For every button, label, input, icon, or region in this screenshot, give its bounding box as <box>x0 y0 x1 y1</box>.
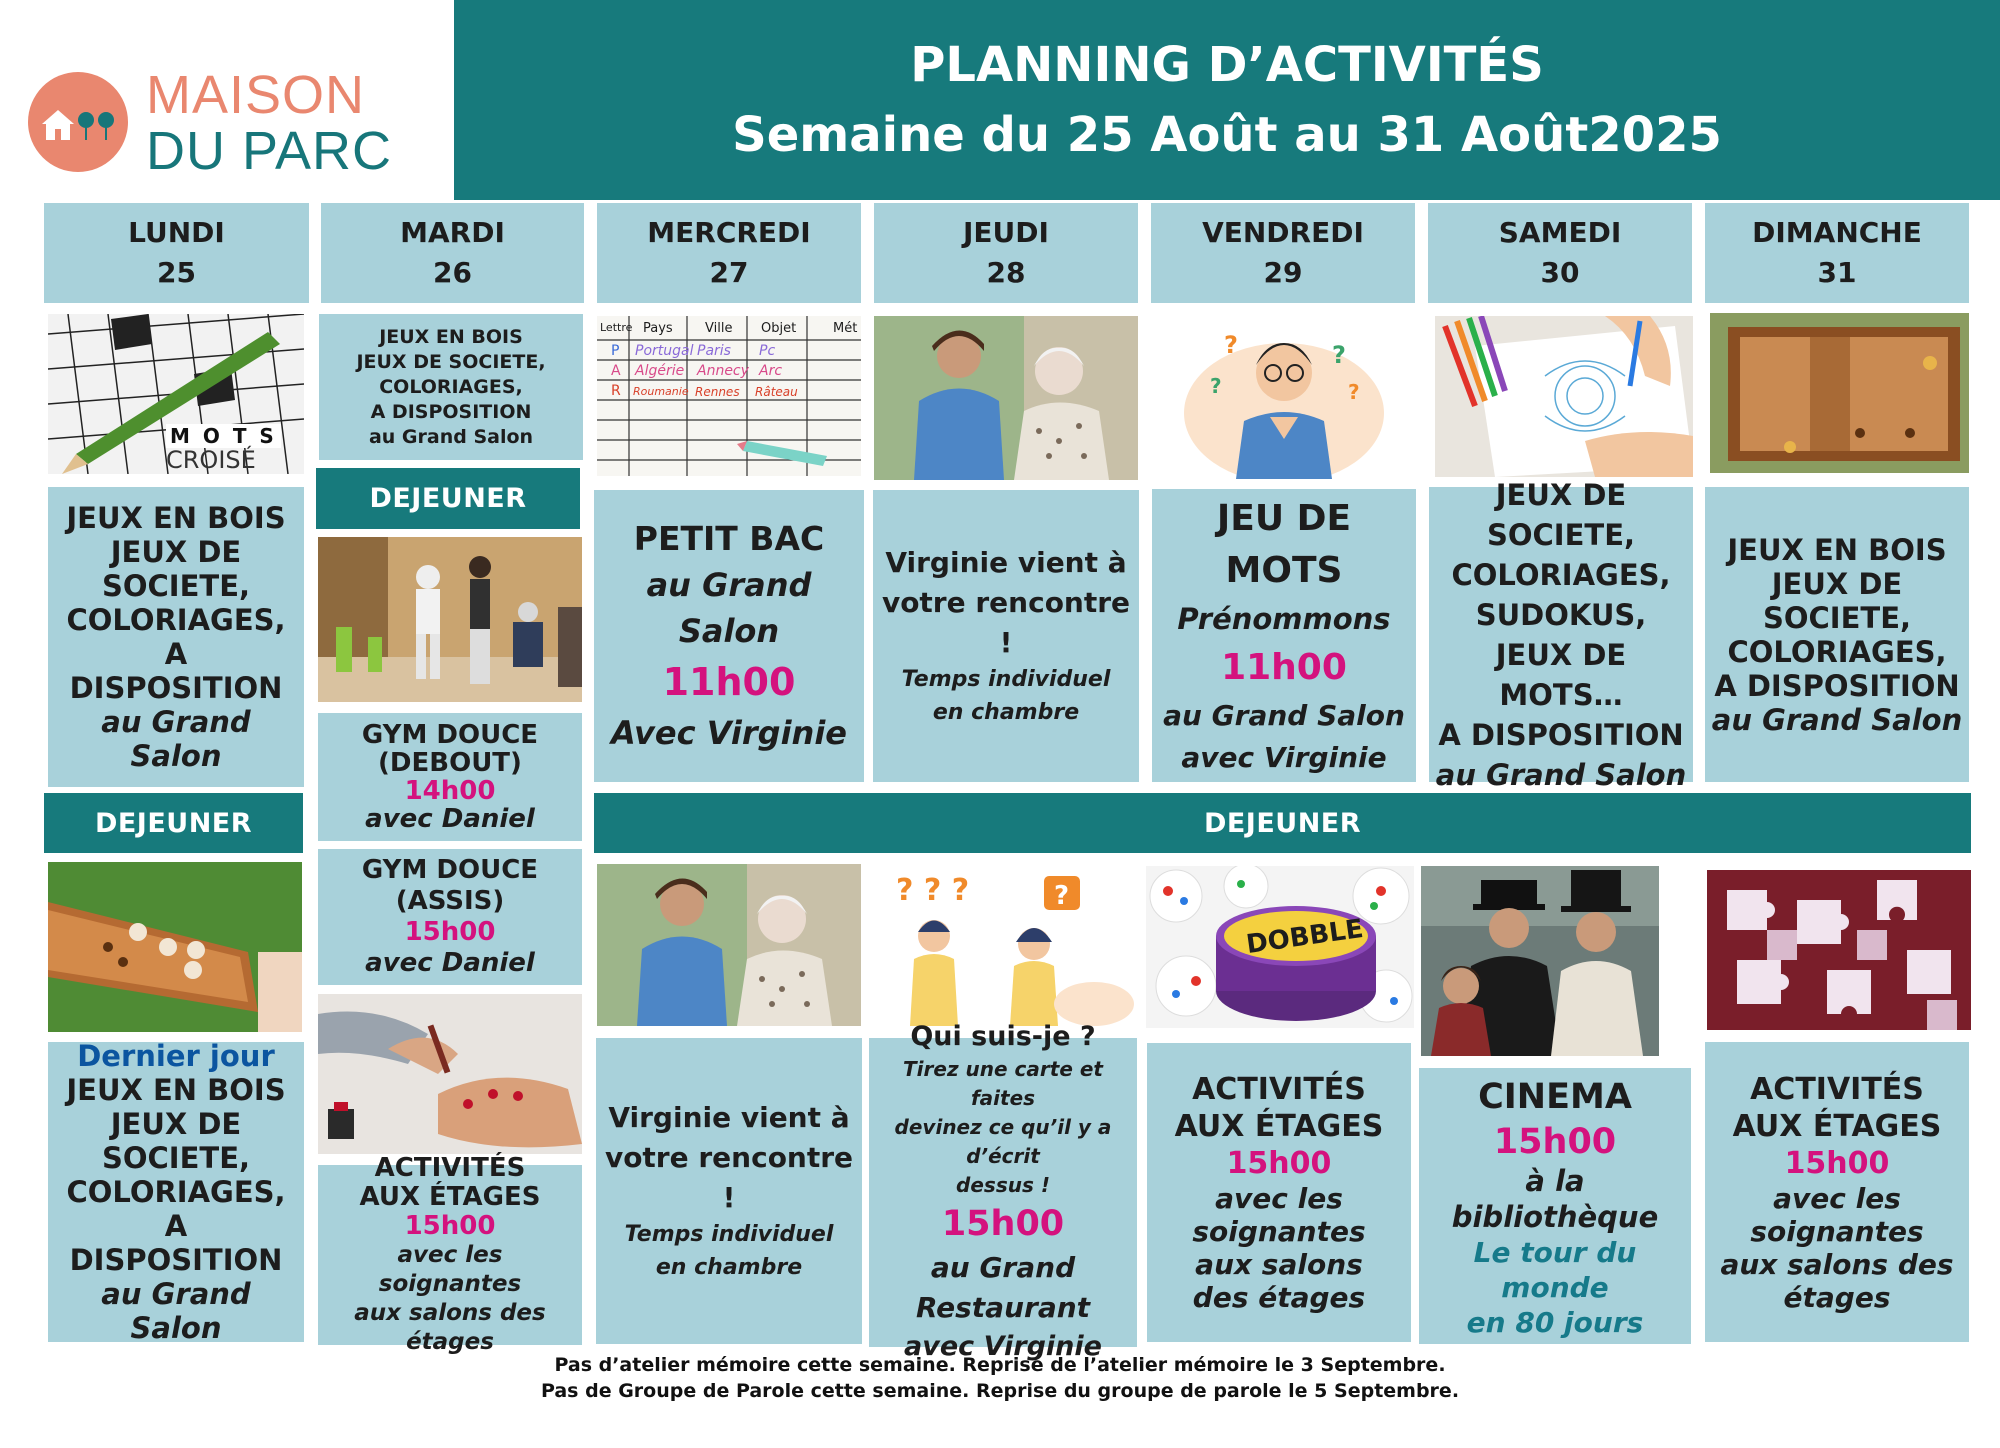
activity-location: au Grand Salon <box>368 425 534 448</box>
day-number: 26 <box>433 256 472 289</box>
activity-line: AUX ÉTAGES <box>359 1181 541 1212</box>
sheet-cell: Rennes <box>695 385 740 399</box>
sheet-header: Lettre <box>600 321 633 334</box>
day-name: JEUDI <box>963 216 1049 249</box>
svg-text:? ? ?: ? ? ? <box>896 873 970 908</box>
sheet-cell: R <box>611 383 621 399</box>
activity-line: COLORIAGES, <box>66 1175 286 1209</box>
activity-host: soignantes <box>1192 1215 1366 1248</box>
svg-text:?: ? <box>1054 881 1070 911</box>
activity-time: 14h00 <box>404 776 496 806</box>
activity-line: COLORIAGES, <box>1727 634 1947 669</box>
activity-location: en chambre <box>655 1255 803 1280</box>
activity-time: 15h00 <box>1493 1121 1617 1162</box>
movie-title: en 80 jours <box>1466 1305 1644 1339</box>
activity-line: JEUX DE SOCIETE, <box>1486 477 1636 552</box>
activity-line: JEUX DE <box>110 535 242 569</box>
activity-host: soignantes <box>1750 1214 1924 1248</box>
activity-line: AUX ÉTAGES <box>1174 1109 1384 1144</box>
activity-line: votre rencontre ! <box>881 586 1131 659</box>
activity-line: Virginie vient à <box>885 546 1127 579</box>
activity-location: à la bibliothèque <box>1451 1163 1659 1234</box>
activity-location: aux salons des étages <box>354 1299 546 1355</box>
activity-time: 15h00 <box>404 917 496 947</box>
day-header-vendredi <box>1151 203 1415 303</box>
activity-title: Qui suis-je ? <box>910 1021 1096 1052</box>
activity-tuesday-gym-standing <box>318 713 582 841</box>
activity-sunday-morning <box>1705 487 1969 782</box>
sheet-cell: P <box>611 343 620 359</box>
activity-line: JEUX EN BOIS <box>379 325 523 348</box>
last-day-badge: Dernier jour <box>77 1039 275 1073</box>
dobble-game-image <box>1146 866 1414 1028</box>
svg-text:?: ? <box>1332 341 1346 369</box>
day-header-jeudi <box>874 203 1138 303</box>
activity-tuesday-afternoon <box>318 1152 582 1355</box>
activity-line: JEUX EN BOIS <box>66 1073 286 1107</box>
activity-location: au Grand Salon <box>1435 757 1687 792</box>
sheet-header: Ville <box>705 321 733 336</box>
activity-time: 15h00 <box>404 1210 496 1241</box>
activity-line: A DISPOSITION <box>69 637 283 705</box>
sheet-cell: Annecy <box>697 363 749 379</box>
activity-location: Restaurant <box>915 1291 1091 1324</box>
activity-monday-morning <box>48 487 304 787</box>
sheet-header: Pays <box>643 321 673 336</box>
activity-line: COLORIAGES, <box>1451 557 1671 592</box>
activity-line: JEUX EN BOIS <box>66 501 286 535</box>
activity-line: COLORIAGES, <box>379 375 523 398</box>
activity-title: CINEMA <box>1478 1076 1632 1117</box>
sheet-cell: Portugal <box>635 343 694 359</box>
activity-location: au Grand Salon <box>101 705 251 773</box>
activity-line: ACTIVITÉS <box>374 1152 526 1183</box>
activity-location: en chambre <box>932 700 1080 725</box>
activity-line: (DEBOUT) <box>378 748 522 778</box>
activity-line: GYM DOUCE <box>361 720 539 750</box>
activity-detail: devinez ce qu’il y a d’écrit <box>894 1115 1112 1168</box>
activity-wednesday-morning <box>594 490 864 782</box>
day-number: 31 <box>1817 256 1857 289</box>
activity-location: au Grand Salon <box>1711 702 1963 737</box>
qui-suis-je-image <box>874 864 1138 1026</box>
sheet-cell: Râteau <box>755 385 798 399</box>
svg-text:?: ? <box>1210 374 1222 398</box>
activity-host: Avec Virginie <box>611 714 847 752</box>
day-number: 27 <box>709 256 749 289</box>
activity-detail: Temps individuel <box>624 1222 834 1247</box>
activity-saturday-morning <box>1429 477 1693 792</box>
movie-title: Le tour du monde <box>1473 1235 1637 1304</box>
activity-line: JEUX DE <box>110 1107 242 1141</box>
sheet-cell: Paris <box>697 343 731 359</box>
coloring-image <box>1435 316 1693 477</box>
dejeuner-banner-week: DEJEUNER <box>594 793 1971 853</box>
activity-line: SOCIETE, <box>101 1141 251 1175</box>
activity-line: ACTIVITÉS <box>1192 1072 1366 1107</box>
activity-monday-afternoon <box>48 1039 304 1345</box>
activity-location: au Grand Salon <box>101 1277 251 1345</box>
activity-thursday-afternoon <box>869 1021 1137 1362</box>
activity-line: SUDOKUS, <box>1475 597 1647 632</box>
sheet-header: Objet <box>761 321 797 336</box>
day-name: VENDREDI <box>1202 216 1364 249</box>
dejeuner-banner-monday: DEJEUNER <box>44 793 303 853</box>
activity-line: JEUX DE <box>1771 566 1903 601</box>
activity-location: au Grand Salon <box>1163 698 1405 732</box>
activity-host: avec Virginie <box>904 1331 1102 1362</box>
activity-time: 15h00 <box>1226 1146 1332 1181</box>
day-name: SAMEDI <box>1498 216 1622 249</box>
day-header-mardi <box>321 203 584 303</box>
puzzle-image <box>1707 870 1971 1030</box>
dobble-logo-text: DOBBLE <box>1244 913 1366 961</box>
activity-friday-morning <box>1152 489 1416 782</box>
day-name: LUNDI <box>128 216 225 249</box>
activity-wednesday-afternoon <box>596 1038 862 1344</box>
day-name: DIMANCHE <box>1752 216 1922 249</box>
activity-detail: dessus ! <box>956 1173 1050 1197</box>
activity-location: au Grand <box>930 1251 1076 1284</box>
activity-host: avec les <box>1215 1182 1343 1215</box>
day-name: MARDI <box>400 216 505 249</box>
dejeuner-banner-tuesday: DEJEUNER <box>316 468 580 529</box>
day-header-mercredi <box>597 203 861 303</box>
activity-saturday-afternoon <box>1419 1068 1691 1344</box>
activity-detail: Prénommons <box>1177 601 1391 636</box>
activity-line: AUX ÉTAGES <box>1732 1108 1942 1144</box>
activity-location: des étages <box>1192 1281 1366 1314</box>
activity-time: 11h00 <box>1221 646 1347 688</box>
logo <box>28 65 438 181</box>
activity-line: ACTIVITÉS <box>1750 1071 1924 1107</box>
activity-thursday-morning <box>873 490 1139 782</box>
day-header-dimanche <box>1705 203 1969 303</box>
activity-host: avec les soignantes <box>378 1241 522 1297</box>
activity-line: A DISPOSITION <box>69 1209 283 1277</box>
activity-location: aux salons <box>1195 1248 1363 1281</box>
sheet-cell: Pc <box>759 343 776 359</box>
day-number: 29 <box>1263 256 1303 289</box>
activity-line: Virginie vient à <box>608 1101 850 1134</box>
header-banner <box>454 0 2000 200</box>
activity-host: avec Daniel <box>365 804 535 834</box>
activity-location: aux salons des <box>1720 1247 1954 1281</box>
activity-time: 15h00 <box>941 1204 1065 1244</box>
wooden-board-game-image-2 <box>1710 313 1969 473</box>
sheet-header: Mét <box>833 321 858 336</box>
activity-line: A DISPOSITION <box>370 400 532 423</box>
activity-line: A DISPOSITION <box>1438 717 1684 752</box>
logo-house-trees-icon <box>28 72 128 172</box>
day-number: 28 <box>986 256 1026 289</box>
logo-line2: DU PARC <box>146 121 393 181</box>
sheet-cell: Roumanie <box>633 385 689 398</box>
activity-title: JEU DE MOTS <box>1216 497 1352 591</box>
footer-note-memory: Pas d’atelier mémoire cette semaine. Reprise de l’atelier mémoire le 3 Septembre. <box>554 1354 1446 1376</box>
activity-tuesday-morning <box>319 314 583 460</box>
footer-notes <box>0 1352 2000 1410</box>
sheet-cell: A <box>611 363 621 379</box>
activity-friday-afternoon <box>1147 1043 1411 1342</box>
activity-time: 15h00 <box>1784 1145 1890 1181</box>
movie-poster-image <box>1421 866 1659 1056</box>
activity-line: COLORIAGES, <box>66 603 286 637</box>
page-subtitle: Semaine du 25 Août au 31 Août2025 <box>732 107 1722 163</box>
footer-note-parole: Pas de Groupe de Parole cette semaine. Reprise du groupe de parole le 5 Septembre. <box>540 1380 1460 1402</box>
activity-line: JEUX DE MOTS… <box>1495 637 1627 712</box>
day-number: 25 <box>157 256 196 289</box>
activity-detail: Temps individuel <box>901 667 1111 692</box>
wooden-board-game-image <box>48 862 302 1032</box>
crossword-croise-text: CROISÉ <box>166 446 256 474</box>
svg-text:?: ? <box>1224 331 1238 359</box>
activity-line: (ASSIS) <box>395 886 505 916</box>
virginie-visit-image <box>874 316 1138 480</box>
sheet-cell: Algérie <box>635 363 685 379</box>
day-name: MERCREDI <box>647 216 811 249</box>
thinking-man-image <box>1152 313 1416 479</box>
activity-line: SOCIETE, <box>1762 600 1912 635</box>
day-header-samedi <box>1428 203 1692 303</box>
activity-line: A DISPOSITION <box>1714 668 1960 703</box>
crossword-image <box>48 314 304 474</box>
activity-line: GYM DOUCE <box>361 855 539 885</box>
petit-bac-sheet-image <box>597 316 861 476</box>
virginie-visit-image-2 <box>597 864 861 1026</box>
activity-host: avec Virginie <box>1181 740 1387 774</box>
activity-tuesday-gym-seated <box>318 849 582 985</box>
svg-text:?: ? <box>1348 380 1360 404</box>
day-header-lundi <box>44 203 309 303</box>
activity-line: SOCIETE, <box>101 569 251 603</box>
activity-time: 11h00 <box>662 660 796 704</box>
logo-line1: MAISON <box>146 65 366 125</box>
activity-location: au Grand Salon <box>646 566 812 650</box>
activity-line: JEUX DE SOCIETE, <box>356 350 546 373</box>
activity-host: avec les <box>1773 1181 1901 1215</box>
activity-host: avec Daniel <box>365 948 535 978</box>
page-title: PLANNING D’ACTIVITÉS <box>910 37 1544 93</box>
manicure-image <box>318 994 582 1154</box>
activity-location: étages <box>1783 1280 1891 1314</box>
activity-detail: Tirez une carte et faites <box>903 1057 1103 1110</box>
activity-title: PETIT BAC <box>633 519 825 558</box>
activity-sunday-afternoon <box>1705 1042 1969 1342</box>
activity-line: JEUX EN BOIS <box>1727 532 1947 567</box>
crossword-mot-text: M O T S <box>166 424 281 448</box>
gym-session-image <box>318 537 582 702</box>
sheet-cell: Arc <box>759 363 783 379</box>
activity-line: votre rencontre ! <box>604 1141 854 1214</box>
day-number: 30 <box>1540 256 1580 289</box>
